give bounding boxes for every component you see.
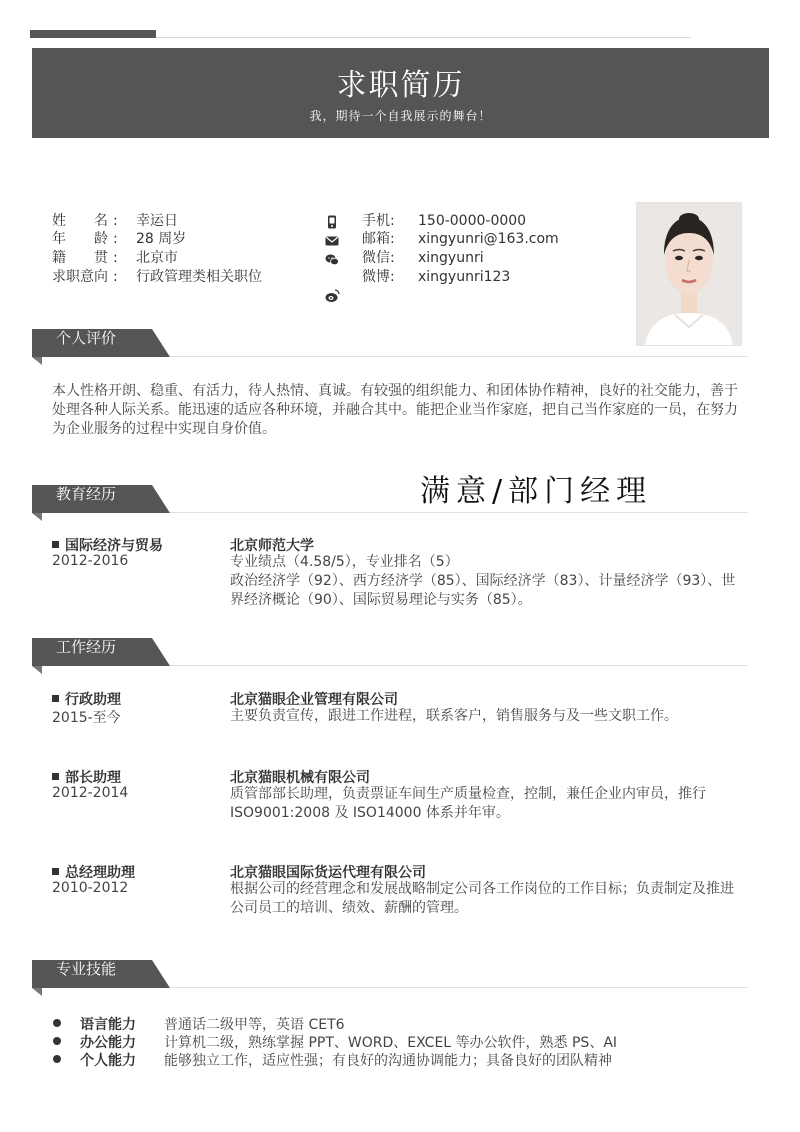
education-date: 2012-2016 <box>52 553 129 569</box>
phone-icon <box>325 215 339 229</box>
header-top-line <box>156 37 691 38</box>
section-fold <box>32 988 42 996</box>
section-fold <box>32 357 42 365</box>
personal-label: 籍 贯 <box>52 250 108 266</box>
contact-value: xingyunri <box>418 250 484 266</box>
skill-name: 语言能力 <box>80 1017 136 1033</box>
weibo-icon <box>325 289 340 303</box>
work-description: 根据公司的经营理念和发展战略制定公司各工作岗位的工作目标；负责制定及推进公司员工的培训、绩效、薪酬的管理。 <box>230 881 734 916</box>
section-title-evaluation: 个人评价 <box>56 329 117 347</box>
section-divider <box>170 665 748 666</box>
personal-value: 幸运日 <box>136 213 178 229</box>
section-fold <box>32 513 42 521</box>
contact-value: xingyunri@163.com <box>418 231 559 247</box>
work-description: 主要负责宣传，跟进工作进程，联系客户，销售服务与及一些文职工作。 <box>230 708 678 724</box>
work-date: 2012-2014 <box>52 785 129 801</box>
skill-name: 个人能力 <box>80 1053 136 1069</box>
bullet-dot-icon <box>53 1055 61 1063</box>
education-major <box>52 535 163 555</box>
education-major-label: 国际经济与贸易 <box>65 538 163 554</box>
education-school: 北京师范大学 <box>230 538 314 554</box>
profile-photo <box>636 202 742 346</box>
portrait-illustration <box>637 203 741 345</box>
section-title-skills: 专业技能 <box>56 960 117 978</box>
contact-label: 邮箱: <box>362 231 395 247</box>
personal-value: 北京市 <box>136 250 178 266</box>
square-bullet-icon <box>52 541 59 548</box>
education-courses: 政治经济学（92）、西方经济学（85）、国际经济学（83）、计量经济学（93）、世界经济概论（90）、国际贸易理论与实务（85）。 <box>230 573 736 608</box>
work-company: 北京猫眼机械有限公司 <box>230 770 370 786</box>
education-gpa: 专业绩点（4.58/5），专业排名（5） <box>230 554 459 570</box>
section-fold <box>32 666 42 674</box>
work-role-label: 部长助理 <box>65 770 121 786</box>
personal-value: 行政管理类相关职位 <box>136 269 262 285</box>
work-role-label: 行政助理 <box>65 692 121 708</box>
section-divider <box>170 987 748 988</box>
evaluation-text: 本人性格开朗、稳重、有活力，待人热情、真诚。有较强的组织能力、和团体协作精神，良好的社交能力，善于处理各种人际关系。能迅速的适应各种环境，并融合其中。能把企业当作家庭，把自己当作家庭的一员，在努力为企业服务的过程中实现自身价值。 <box>52 383 738 437</box>
section-divider <box>170 356 748 357</box>
label-colon: : <box>113 213 118 229</box>
square-bullet-icon <box>52 773 59 780</box>
bullet-dot-icon <box>53 1019 61 1027</box>
label-colon: : <box>113 231 118 247</box>
section-title-education: 教育经历 <box>56 485 117 503</box>
contact-label: 微博: <box>362 269 395 285</box>
personal-label: 年 龄 <box>52 231 108 247</box>
contact-label: 手机: <box>362 213 395 229</box>
skill-description: 能够独立工作，适应性强；有良好的沟通协调能力；具备良好的团队精神 <box>164 1053 612 1069</box>
page-title: 求职简历 <box>336 68 465 103</box>
contact-label: 微信: <box>362 250 395 266</box>
page-subtitle: 我，期待一个自我展示的舞台！ <box>309 109 492 123</box>
work-role-label: 总经理助理 <box>65 865 135 881</box>
skill-name: 办公能力 <box>80 1035 136 1051</box>
skill-description: 普通话二级甲等，英语 CET6 <box>164 1017 345 1033</box>
contact-value: xingyunri123 <box>418 269 511 285</box>
personal-value: 28 周岁 <box>136 231 187 247</box>
work-description: 质管部部长助理，负责票证车间生产质量检查，控制，兼任企业内审员，推行 ISO9001:2008 及 ISO14000 体系并年审。 <box>230 786 706 821</box>
work-company: 北京猫眼国际货运代理有限公司 <box>230 865 426 881</box>
work-role <box>52 862 135 882</box>
bullet-dot-icon <box>53 1037 61 1045</box>
header-top-tab <box>30 30 156 38</box>
work-date: 2015-至今 <box>52 710 121 726</box>
work-date: 2010-2012 <box>52 880 129 896</box>
personal-label: 求职意向 <box>52 269 108 285</box>
wechat-icon <box>325 253 339 267</box>
square-bullet-icon <box>52 695 59 702</box>
square-bullet-icon <box>52 868 59 875</box>
header-banner <box>32 48 769 138</box>
work-role <box>52 689 121 709</box>
section-divider <box>170 512 748 513</box>
skill-description: 计算机二级，熟练掌握 PPT、WORD、EXCEL 等办公软件，熟悉 PS、AI <box>164 1035 618 1051</box>
section-title-work: 工作经历 <box>56 638 117 656</box>
label-colon: : <box>113 250 118 266</box>
overlay-headline: 满意/部门经理 <box>420 474 653 509</box>
label-colon: : <box>113 269 118 285</box>
work-role <box>52 767 121 787</box>
mail-icon <box>325 234 339 248</box>
personal-label: 姓 名 <box>52 213 108 229</box>
work-company: 北京猫眼企业管理有限公司 <box>230 692 398 708</box>
contact-value: 150-0000-0000 <box>418 213 527 229</box>
